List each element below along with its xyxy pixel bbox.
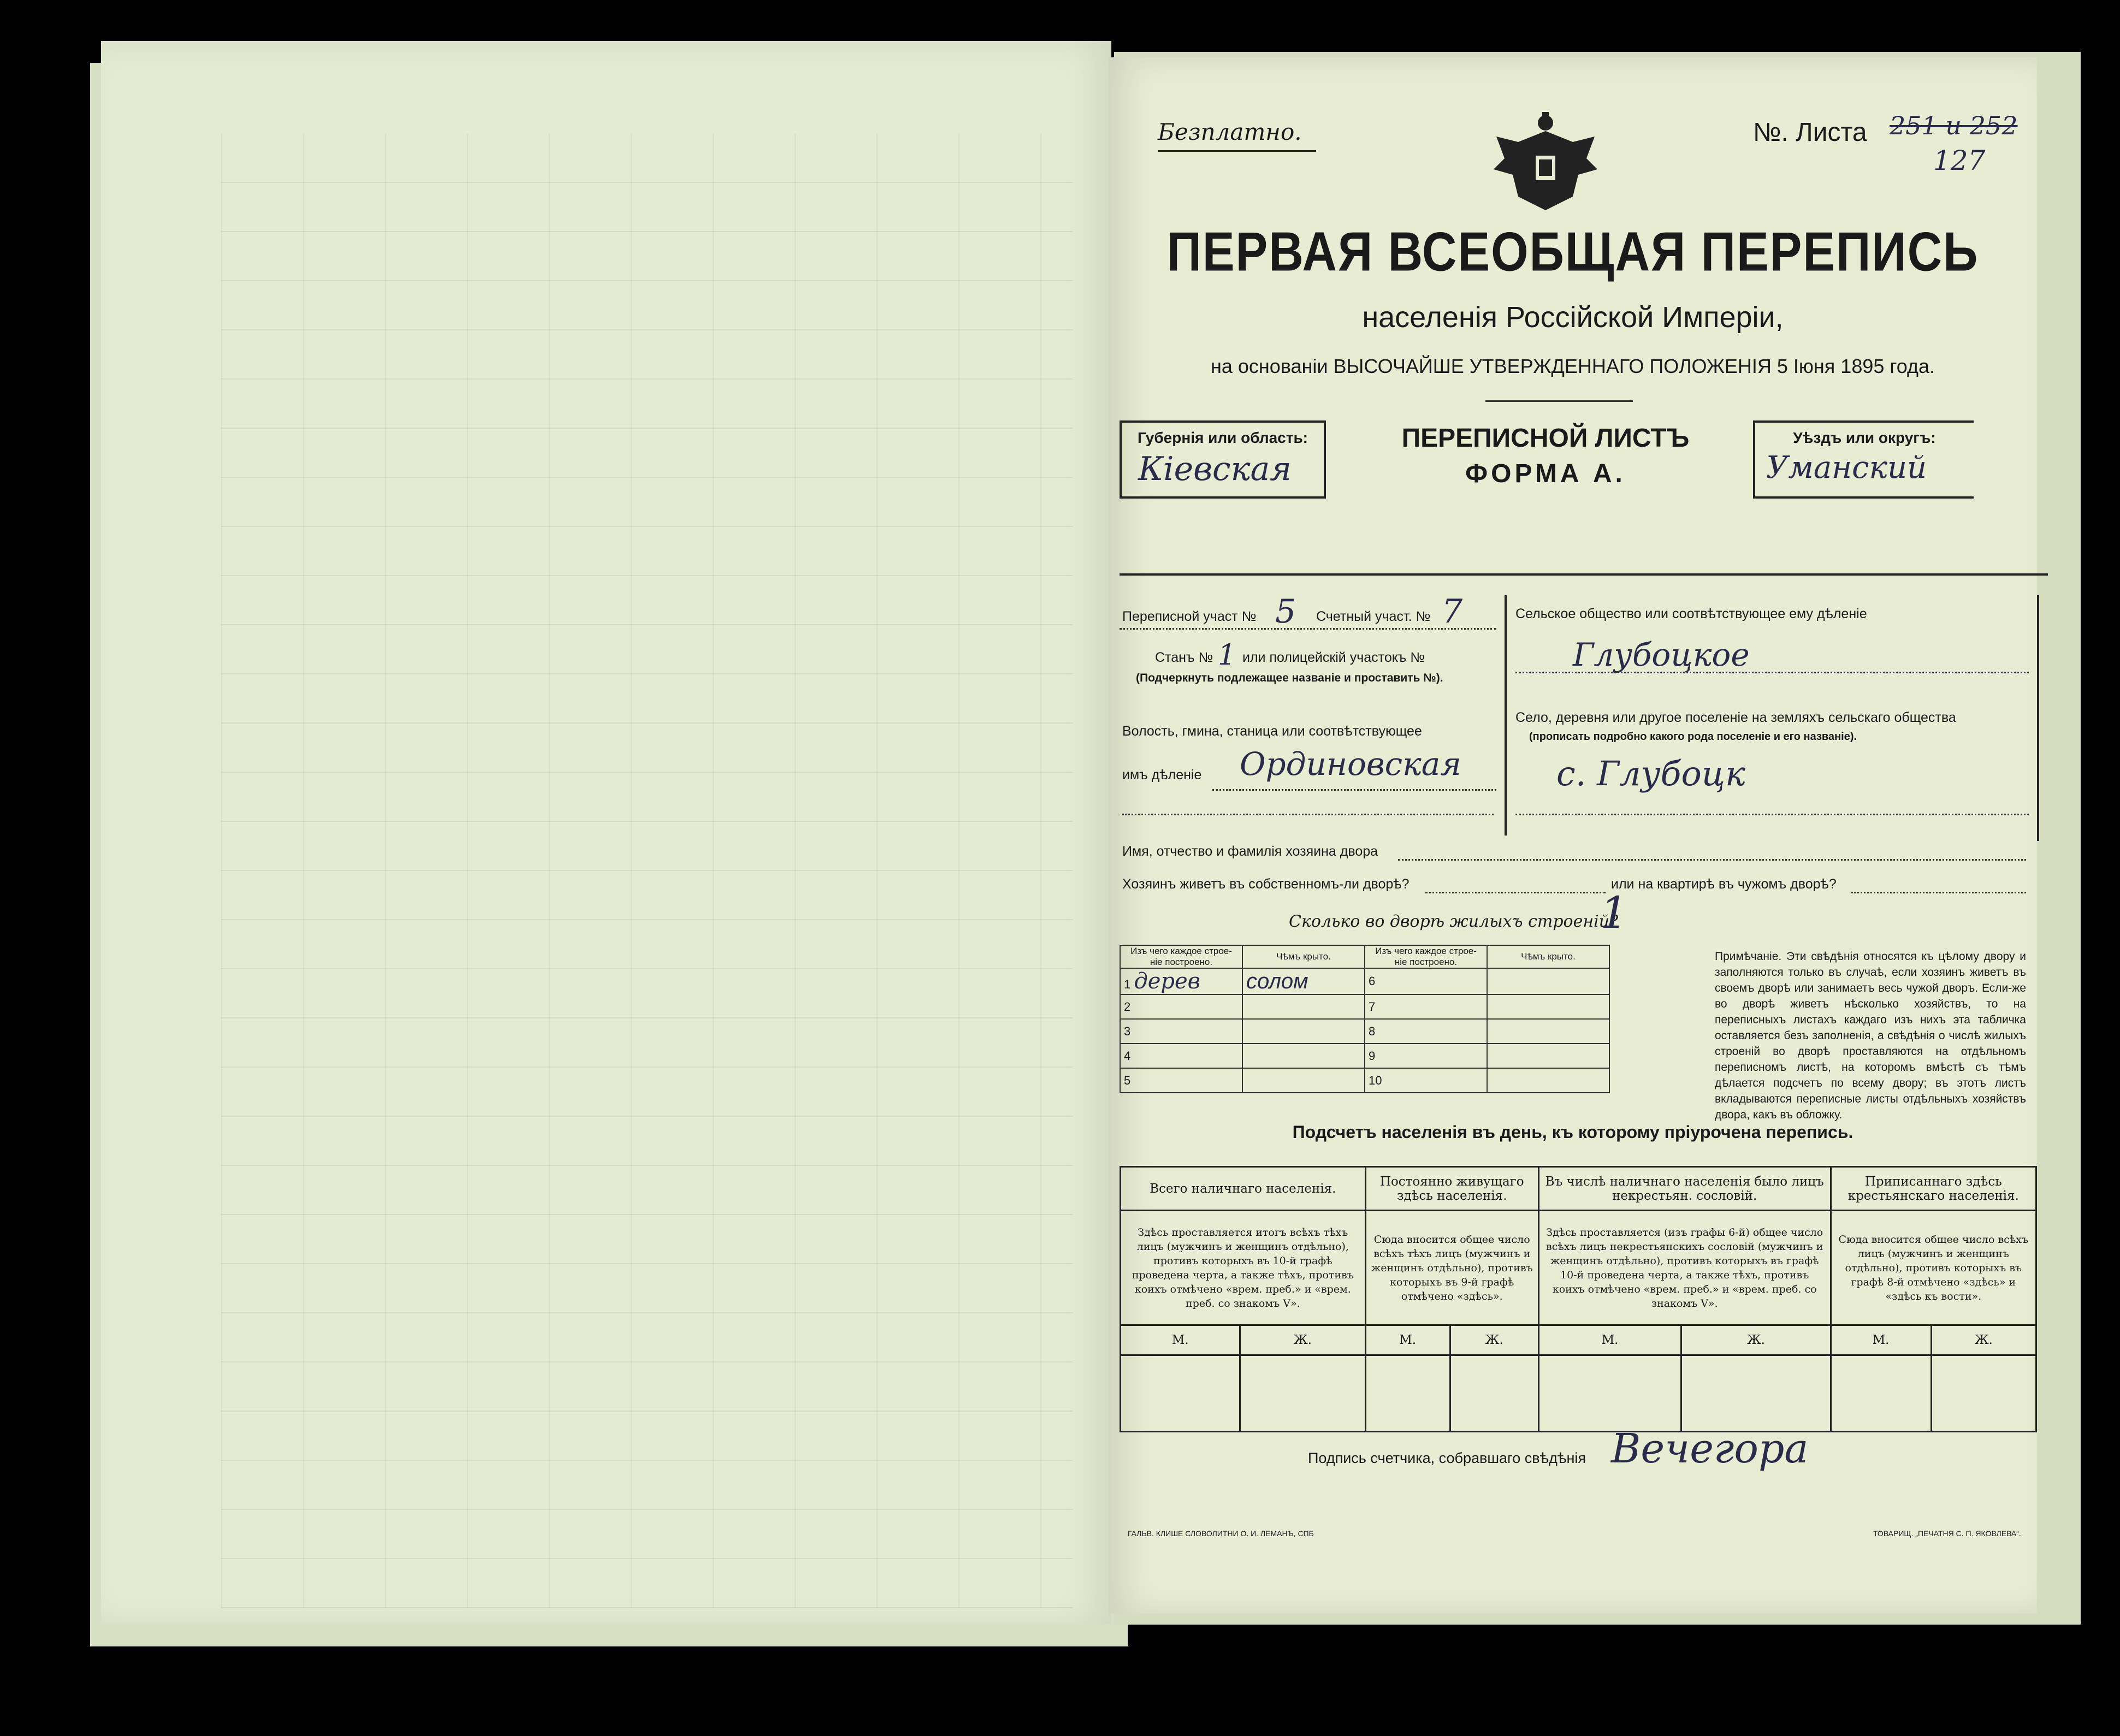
row-number: 2 [1120, 994, 1242, 1019]
table-row [1120, 968, 1242, 994]
village-society-value: Глубоцкое [1573, 636, 1750, 673]
row-number: 4 [1120, 1044, 1242, 1068]
male-header: М. [1538, 1325, 1681, 1355]
col-roof-header: Чѣмъ крыто. [1242, 945, 1365, 968]
table-cell [1487, 968, 1609, 994]
count-col-3-title: Въ числѣ наличнаго населенія было лицъ некрестьян. сословій. [1538, 1167, 1831, 1211]
count-cell [1365, 1355, 1450, 1432]
row-number: 10 [1365, 1068, 1487, 1093]
owner-label: Имя, отчество и фамилія хозяина двора [1122, 844, 1378, 859]
volost-line [1212, 789, 1496, 791]
owner-lives-label-2: или на квартирѣ въ чужомъ дворѣ? [1611, 876, 1837, 892]
uezd-value: Уманский [1766, 450, 1927, 485]
volost-value: Ординовская [1240, 745, 1461, 783]
left-page [101, 41, 1111, 1625]
buildings-label: Сколько во дворѣ жилыхъ строеній? [1289, 912, 1619, 931]
female-header: Ж. [1931, 1325, 2036, 1355]
female-header: Ж. [1450, 1325, 1538, 1355]
signature-label: Подпись счетчика, собравшаго свѣдѣнія [1308, 1450, 1586, 1466]
table-cell [1242, 1068, 1365, 1093]
village-society-label: Сельское общество или соотвѣтствующее ему дѣленіе [1515, 606, 1867, 621]
count-cell [1121, 1355, 1240, 1432]
table-cell [1487, 994, 1609, 1019]
owner-lives-line-2 [1851, 892, 2026, 893]
count-table [1120, 1166, 2037, 1432]
buildings-table-wrap [1120, 945, 1610, 1093]
count-col-2-title: Постоянно живущаго здѣсь населенія. [1365, 1167, 1538, 1211]
free-label: Безплатно. [1158, 119, 1302, 145]
field-top-rule [1120, 573, 2048, 576]
count-cell [1831, 1355, 1931, 1432]
male-header: М. [1121, 1325, 1240, 1355]
footer-right: ТОВАРИЩ. „ПЕЧАТНЯ С. П. ЯКОВЛЕВА“. [1873, 1529, 2021, 1538]
ornament-divider [1485, 400, 1633, 402]
footer-left: ГАЛЬВ. КЛИШЕ СЛОВОЛИТНИ О. И. ЛЕМАНЪ, СПБ [1128, 1529, 1314, 1538]
table-cell [1242, 1019, 1365, 1044]
census-line [1120, 628, 1496, 630]
village-value: с. Глубоцк [1556, 754, 1746, 793]
col-material-header: Изъ чего каждое строе- ніе построено. [1120, 945, 1242, 968]
owner-lives-line [1425, 892, 1606, 893]
count-cell [1538, 1355, 1681, 1432]
underline-note: (Подчеркнуть подлежащее названіе и проставить №). [1136, 672, 1443, 684]
table-cell [1242, 994, 1365, 1019]
stan-label: Станъ № [1155, 650, 1213, 665]
count-district-label: Счетный участ. № [1316, 609, 1431, 624]
count-heading: Подсчетъ населенія въ день, къ которому пріурочена перепись. [1292, 1122, 1853, 1142]
note-text: Примѣчаніе. Эти свѣдѣнія относятся къ цѣлому двору и заполняются только въ случаѣ, если хозяинъ живетъ въ своемъ дворѣ или занимаетъ весь чужой дворъ. Если-же во дворѣ живетъ нѣсколько хозяйствъ, то на переписныхъ листахъ каждаго изъ нихъ эта табличка оставляется безъ заполненія, а свѣдѣнія о числѣ жилыхъ строеній во дворѣ проставляются на отдѣльномъ переписномъ листѣ, на которомъ вмѣстѣ съ тѣмъ дѣлается подсчетъ по всему двору; въ этотъ листъ вкладываются переписные листы отдѣльныхъ хозяйствъ двора, какъ въ обложку. [1715, 950, 2026, 1121]
village-note: (прописать подробно какого рода поселеніе и его названіе). [1529, 731, 1857, 743]
male-header: М. [1831, 1325, 1931, 1355]
count-col-3-desc: Здѣсь проставляется (изъ графы 6-й) общее число всѣхъ лицъ некрестьянскихъ сословій (мужчинъ и женщинъ отдѣльно), противъ которыхъ въ графѣ 10-й проведена черта, а также тѣхъ, противъ коихъ отмѣчено «врем. преб.» и «врем. преб. со знакомъ V». [1538, 1211, 1831, 1325]
count-cell [1240, 1355, 1365, 1432]
row-number: 7 [1365, 994, 1487, 1019]
row-number: 8 [1365, 1019, 1487, 1044]
gubernia-label: Губернія или область: [1137, 429, 1308, 446]
count-col-1-title: Всего наличнаго населенія. [1121, 1167, 1366, 1211]
volost-line-2 [1122, 814, 1494, 815]
roof-value: солом [1242, 968, 1365, 994]
row-number: 1 [1124, 977, 1131, 991]
volost-label-2: имъ дѣленіе [1122, 767, 1202, 783]
count-col-2-desc: Сюда вносится общее число всѣхъ тѣхъ лицъ (мужчинъ и женщинъ отдѣльно), противъ которыхъ въ 9-й графѣ отмѣчено «здѣсь». [1365, 1211, 1538, 1325]
basis-line: на основаніи ВЫСОЧАЙШЕ УТВЕРЖДЕННАГО ПОЛОЖЕНІЯ 5 Іюня 1895 года. [1210, 355, 1935, 377]
buildings-value: 1 [1600, 887, 1628, 938]
stan-value: 1 [1218, 639, 1236, 672]
material-value: дерев [1134, 969, 1200, 994]
main-title: ПЕРВАЯ ВСЕОБЩАЯ ПЕРЕПИСЬ [1166, 220, 1979, 283]
count-cell [1931, 1355, 2036, 1432]
col-roof-header-2: Чѣмъ крыто. [1487, 945, 1609, 968]
count-col-4-desc: Сюда вносится общее число всѣхъ лицъ (мужчинъ и женщинъ отдѣльно), противъ которыхъ въ графѣ 8-й отмѣчено «здѣсь» и «здѣсь къ воcти». [1831, 1211, 2036, 1325]
faint-ruled-grid [221, 134, 1073, 1608]
village-line [1515, 814, 2029, 815]
table-cell [1487, 1044, 1609, 1068]
count-district-value: 7 [1442, 593, 1463, 631]
sheet-number-second: 127 [1933, 145, 1986, 176]
census-district-value: 5 [1275, 593, 1296, 631]
count-cell [1450, 1355, 1538, 1432]
uezd-box [1753, 420, 1974, 499]
double-headed-eagle-emblem [1485, 109, 1606, 218]
sheet-title: ПЕРЕПИСНОЙ ЛИСТЪ [1401, 424, 1690, 453]
table-cell [1487, 1068, 1609, 1093]
count-col-1-desc: Здѣсь проставляется итогъ всѣхъ тѣхъ лицъ (мужчинъ и женщинъ отдѣльно), противъ которыхъ въ 10-й графѣ проведена черта, а также тѣхъ, противъ коихъ отмѣчено «врем. преб.» и «врем. преб. со знакомъ V». [1121, 1211, 1366, 1325]
count-cell [1681, 1355, 1831, 1432]
form-label: ФОРМА А. [1465, 459, 1626, 488]
field-divider [1505, 595, 1507, 836]
signature-value: Вечегора [1611, 1425, 1809, 1472]
right-border [2037, 595, 2039, 841]
owner-lives-label: Хозяинъ живетъ въ собственномъ-ли дворѣ? [1122, 876, 1410, 892]
male-header: М. [1365, 1325, 1450, 1355]
census-district-label: Переписной участ № [1122, 609, 1257, 624]
police-label: или полицейскій участокъ № [1242, 650, 1425, 665]
col-material-header-2: Изъ чего каждое строе- ніе построено. [1365, 945, 1487, 968]
sheet-number-value: 251 и 252 [1890, 111, 2018, 140]
buildings-table [1120, 945, 1610, 1093]
sheet-number-label: №. Листа [1753, 118, 1867, 147]
row-number: 6 [1365, 968, 1487, 994]
row-number: 3 [1120, 1019, 1242, 1044]
census-form-page [1109, 57, 2037, 1614]
count-col-4-title: Приписаннаго здѣсь крестьянскаго населенія. [1831, 1167, 2036, 1211]
row-number: 5 [1120, 1068, 1242, 1093]
volost-label: Волость, гмина, станица или соотвѣтствующее [1122, 724, 1422, 739]
village-society-line [1515, 672, 2029, 673]
count-table-wrap [1120, 1166, 2037, 1432]
female-header: Ж. [1240, 1325, 1365, 1355]
village-label: Село, деревня или другое поселеніе на земляхъ сельскаго общества [1515, 710, 1956, 725]
uezd-label: Уѣздъ или округъ: [1793, 429, 1936, 446]
row-number: 9 [1365, 1044, 1487, 1068]
table-cell [1487, 1019, 1609, 1044]
female-header: Ж. [1681, 1325, 1831, 1355]
subtitle: населенія Россійской Имперіи, [1362, 301, 1784, 334]
gubernia-value: Кіевская [1138, 450, 1292, 488]
owner-line [1398, 859, 2026, 861]
gubernia-box [1120, 420, 1326, 499]
table-cell [1242, 1044, 1365, 1068]
free-underline [1158, 150, 1316, 152]
